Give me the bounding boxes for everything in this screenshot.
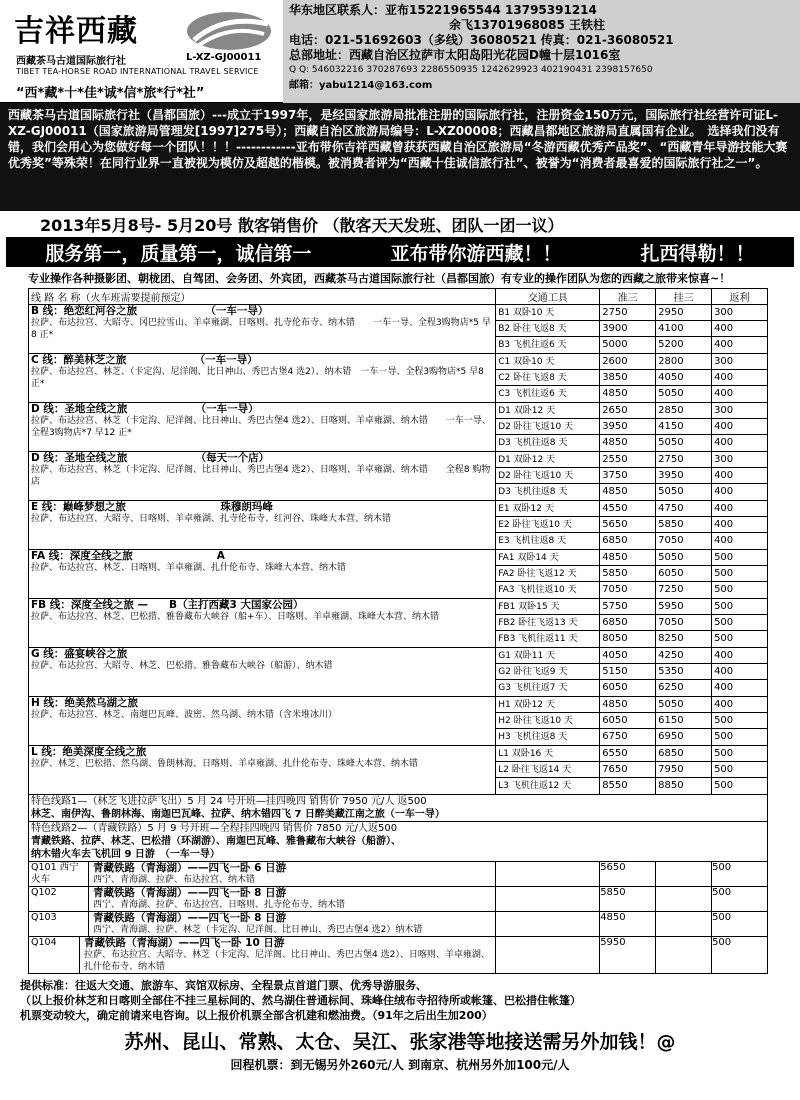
q-route-transport bbox=[496, 862, 600, 887]
route-price-rated: 6850 bbox=[656, 746, 711, 762]
brand-title: 吉祥西藏 bbox=[14, 14, 138, 49]
route-transport: FA3 飞机往返10 天 bbox=[498, 585, 577, 595]
q-route-empty bbox=[656, 937, 712, 974]
route-price-rated: 4750 bbox=[656, 501, 711, 517]
route-price-rated: 8250 bbox=[658, 633, 684, 644]
route-price-rated: 4100 bbox=[656, 321, 711, 337]
route-rebate: 400 bbox=[712, 419, 767, 435]
slogan-3: 扎西得勒！！ bbox=[640, 242, 755, 265]
q-route-rebate: 500 bbox=[712, 912, 768, 937]
q-route-empty bbox=[656, 912, 712, 937]
col-standard3: 准三 bbox=[600, 289, 656, 305]
route-transport: E1 双卧12 天 bbox=[496, 501, 599, 517]
route-price-std: 6850 bbox=[602, 535, 628, 546]
price-table bbox=[28, 288, 768, 974]
route-price-std: 5750 bbox=[600, 599, 655, 615]
route-detail: 拉萨、布达拉宫、林芝、（卡定沟、尼洋阁、比日神山、秀巴古堡4 选2）、纳木错 一车一导、全程3购物店*5 早8 正* bbox=[31, 367, 484, 389]
return-ticket-note: 回程机票：到无锡另外260元/人 到南京、杭州另外加100元/人 bbox=[230, 1058, 570, 1072]
route-price-rated: 7050 bbox=[656, 615, 711, 631]
route-price-std: 4850 bbox=[602, 486, 628, 497]
route-price-rated: 6950 bbox=[658, 731, 684, 742]
route-rebate: 500 bbox=[712, 762, 767, 778]
route-price-rated: 7250 bbox=[658, 584, 684, 595]
route-rebate: 400 bbox=[712, 321, 767, 337]
table-row bbox=[29, 937, 768, 974]
table-row bbox=[29, 599, 768, 648]
logo-area bbox=[0, 0, 283, 103]
route-price-std: 4850 bbox=[600, 550, 655, 566]
route-rebate: 500 bbox=[712, 550, 767, 566]
special-2-detail: 青藏铁路、拉萨、林芝、巴松措（环湖游）、南迦巴瓦峰、雅鲁藏布大峡谷（船游）、 bbox=[31, 836, 401, 847]
header bbox=[0, 0, 800, 103]
special-route-2 bbox=[29, 822, 768, 862]
route-transport: C2 卧往飞返8 天 bbox=[496, 370, 599, 386]
special-route-1 bbox=[29, 795, 768, 822]
table-row bbox=[29, 697, 768, 746]
special-1-title: 特色线路1—（林芝飞进拉萨飞出）5 月 24 号开班—挂四晚四 销售价 7950 元/人 返500 bbox=[31, 796, 427, 807]
route-price-rated: 2800 bbox=[656, 354, 711, 370]
contact-panel bbox=[283, 0, 800, 103]
route-name: FB 线：深度全线之旅 — B（主打西藏3 大国家公园） bbox=[31, 599, 304, 611]
route-transport: C3 飞机往返6 天 bbox=[498, 389, 567, 399]
q-route-price: 5650 bbox=[600, 862, 656, 887]
route-name: C 线：醉美林芝之旅 （一车一导） bbox=[31, 354, 258, 366]
route-rebate: 500 bbox=[714, 731, 734, 742]
table-row bbox=[29, 452, 768, 501]
operations-note: 专业操作各种摄影团、朝栊团、自驾团、会务团、外宾团，西藏茶马古道国际旅行社（昌都国旅）有专业的操作团队为您的西藏之旅带来惊喜~！ bbox=[28, 272, 731, 285]
q-route-empty bbox=[656, 862, 712, 887]
q-route-name: 青藏铁路（青海湖）——四飞一卧 10 日游 bbox=[84, 937, 285, 949]
route-price-std: 5650 bbox=[600, 517, 655, 533]
route-price-rated: 6050 bbox=[656, 566, 711, 582]
q-route-code: Q104 bbox=[29, 937, 80, 973]
q-route-transport bbox=[496, 887, 600, 912]
route-price-rated: 5200 bbox=[658, 339, 684, 350]
route-price-std: 6850 bbox=[600, 615, 655, 631]
route-transport: B1 双卧10 天 bbox=[496, 305, 599, 321]
route-rebate: 400 bbox=[714, 388, 734, 399]
footer-notes bbox=[0, 974, 800, 1023]
route-transport: FB1 双卧15 天 bbox=[496, 599, 599, 615]
logo-swoosh-icon bbox=[184, 10, 274, 52]
route-name: D 线：圣地全线之旅 （每天一个店） bbox=[31, 452, 270, 464]
route-price-std: 2750 bbox=[600, 305, 655, 321]
route-price-std: 2650 bbox=[600, 403, 655, 419]
qq-numbers: Q Q: 546032216 370287693 2286550935 1242629923 402190431 2398157650 bbox=[289, 65, 653, 75]
q-route-code: Q103 bbox=[29, 912, 89, 936]
route-rebate: 500 bbox=[714, 633, 734, 644]
route-transport: L3 飞机往返12 天 bbox=[498, 781, 572, 791]
license-number: L-XZ-GJ00011 bbox=[186, 52, 262, 63]
route-price-std: 8550 bbox=[602, 780, 628, 791]
q-route-rebate: 500 bbox=[712, 862, 768, 887]
route-transport: L2 卧往飞返14 天 bbox=[496, 762, 599, 778]
route-price-std: 5000 bbox=[602, 339, 628, 350]
route-price-rated: 5050 bbox=[656, 550, 711, 566]
route-price-rated: 7050 bbox=[658, 535, 684, 546]
route-name: FA 线：深度全线之旅 A bbox=[31, 550, 225, 562]
route-transport: D3 飞机往返8 天 bbox=[498, 487, 568, 497]
q-route-code: Q101 西宁火车 bbox=[29, 862, 89, 886]
route-transport: D1 双卧12 天 bbox=[496, 452, 599, 468]
route-transport: G3 飞机往返7 天 bbox=[498, 683, 568, 693]
route-price-std: 3850 bbox=[600, 370, 655, 386]
contact-line-1: 华东地区联系人：亚布15221965544 13795391214 bbox=[289, 3, 597, 17]
route-detail: 拉萨、布达拉宫、大昭寺、日喀则、羊卓雍湖、扎寺伦布寺、红河谷、珠峰大本营、纳木错 bbox=[31, 514, 392, 524]
route-price-std: 8050 bbox=[602, 633, 628, 644]
route-rebate: 500 bbox=[712, 615, 767, 631]
route-transport: FA2 卧往飞返12 天 bbox=[496, 566, 599, 582]
route-rebate: 300 bbox=[712, 452, 767, 468]
route-price-rated: 8850 bbox=[658, 780, 684, 791]
route-price-std: 5850 bbox=[600, 566, 655, 582]
q-route-rebate: 500 bbox=[712, 937, 768, 974]
route-rebate: 400 bbox=[712, 370, 767, 386]
route-detail: 拉萨、布达拉宫、大昭寺、冈巴拉雪山、羊卓雍湖、日喀则、扎寺伦布寺、纳木错 一车一导、全程3购物店*5 早8 正* bbox=[31, 318, 491, 340]
route-price-std: 3750 bbox=[600, 468, 655, 484]
table-row bbox=[29, 305, 768, 354]
route-rebate: 400 bbox=[712, 501, 767, 517]
address: 总部地址：西藏自治区拉萨市太阳岛阳光花园D幢十层1016室 bbox=[289, 48, 621, 62]
contact-line-2: 余飞13701968085 王铁柱 bbox=[449, 18, 606, 32]
route-price-std: 4050 bbox=[600, 648, 655, 664]
route-price-rated: 4050 bbox=[656, 370, 711, 386]
route-price-rated: 5950 bbox=[656, 599, 711, 615]
route-transport: D2 卧往飞返10 天 bbox=[496, 419, 599, 435]
route-price-rated: 6150 bbox=[656, 713, 711, 729]
route-price-std: 4550 bbox=[600, 501, 655, 517]
route-price-std: 2600 bbox=[600, 354, 655, 370]
route-price-rated: 5050 bbox=[658, 486, 684, 497]
route-price-rated: 4150 bbox=[656, 419, 711, 435]
email[interactable]: 邮箱：yabu1214@163.com bbox=[289, 80, 433, 91]
route-transport: FA1 双卧14 天 bbox=[496, 550, 599, 566]
route-rebate: 400 bbox=[714, 437, 734, 448]
q-route-detail: 西宁、青海湖、拉萨、布达拉宫、日喀则、扎寺伦布寺、纳木错 bbox=[93, 900, 346, 910]
q-route-detail: 拉萨、布达拉宫、大昭寺、林芝（卡定沟、尼洋阁、比日神山、秀巴古堡4 选2）、日喀则、羊卓雍湖、扎什伦布寺、纳木错 bbox=[84, 950, 490, 972]
route-name: L 线：绝美深度全线之旅 bbox=[31, 746, 147, 758]
route-transport: G1 双卧11 天 bbox=[496, 648, 599, 664]
special-1-detail: 林芝、南伊沟、鲁朗林海、南迦巴瓦峰、拉萨、纳木错四飞 7 日醉美藏江南之旅（一车一导） bbox=[31, 809, 445, 820]
route-rebate: 300 bbox=[712, 354, 767, 370]
route-rebate: 400 bbox=[714, 339, 734, 350]
q-route-rebate: 500 bbox=[712, 887, 768, 912]
table-row bbox=[29, 403, 768, 452]
col-route: 线 路 名 称（火车班需要提前预定） bbox=[29, 289, 496, 305]
route-detail: 拉萨、布达拉宫、林芝、日喀则、羊卓雍湖、扎什伦布寺、珠峰大本营、纳木错 bbox=[31, 563, 347, 573]
route-price-std: 4850 bbox=[602, 437, 628, 448]
route-price-rated: 5050 bbox=[658, 388, 684, 399]
route-detail: 拉萨、布达拉宫、大昭寺、林芝、巴松措、雅鲁藏布大峡谷（船游）、纳木错 bbox=[31, 661, 333, 671]
route-rebate: 400 bbox=[712, 648, 767, 664]
col-rebate: 返利 bbox=[712, 289, 768, 305]
route-price-rated: 6250 bbox=[658, 682, 684, 693]
route-rebate: 300 bbox=[712, 403, 767, 419]
q-route-detail: 西宁、青海湖、拉萨、林芝（卡定沟、尼洋阁、比日神山、秀巴古堡4 选2）纳木错 bbox=[93, 925, 423, 935]
table-row bbox=[29, 862, 768, 887]
route-detail: 拉萨、布达拉宫、林芝、南迦巴瓦峰、波密、然乌湖、纳木错（含米堆冰川） bbox=[31, 710, 338, 720]
table-row bbox=[29, 912, 768, 937]
q-route-detail: 西宁、青海湖、拉萨、布达拉宫、纳木错 bbox=[93, 875, 256, 885]
footer-hotel: （以上报价林芝和日喀则全部住不挂三星标间的、然乌湖住普通标间、珠峰住绒布寺招待所或帐篷、巴松措住帐篷） bbox=[20, 994, 581, 1007]
route-rebate: 400 bbox=[712, 664, 767, 680]
route-name: G 线：盛宴峡谷之旅 bbox=[31, 648, 128, 660]
route-price-rated: 5350 bbox=[656, 664, 711, 680]
route-transport: E3 飞机往返8 天 bbox=[498, 536, 567, 546]
route-price-std: 6750 bbox=[602, 731, 628, 742]
route-transport: FB3 飞机往返11 天 bbox=[498, 634, 578, 644]
promo-title: 2013年5月8号- 5月20号 散客销售价 （散客天天发班、团队一团一议） bbox=[40, 215, 564, 235]
route-rebate: 400 bbox=[714, 535, 734, 546]
route-price-std: 4850 bbox=[602, 388, 628, 399]
route-detail: 拉萨、布达拉宫、林芝、巴松措、雅鲁藏布大峡谷（船+车）、日喀则、羊卓雍湖、珠峰大本营、纳木错 bbox=[31, 612, 440, 622]
footer-standard: 提供标准：往返大交通、旅游车、宾馆双标房、全程景点首道门票、优秀导游服务、 bbox=[20, 979, 427, 992]
route-rebate: 500 bbox=[712, 566, 767, 582]
q-route-name: 青藏铁路（青海湖）——四飞一卧 6 日游 bbox=[93, 862, 287, 874]
route-price-std: 3950 bbox=[600, 419, 655, 435]
route-transport: G2 卧往飞返9 天 bbox=[496, 664, 599, 680]
company-name-en: TIBET TEA-HORSE ROAD INTERNATIONAL TRAVEL SERVICE bbox=[16, 67, 259, 76]
slogan-2: 亚布带你游西藏！！ bbox=[390, 242, 562, 265]
q-route-transport bbox=[496, 937, 600, 974]
route-transport: D2 卧往飞返10 天 bbox=[496, 468, 599, 484]
route-price-rated: 5850 bbox=[656, 517, 711, 533]
route-price-std: 6550 bbox=[600, 746, 655, 762]
company-intro: 西藏茶马古道国际旅行社（昌都国旅）---成立于1997年，是经国家旅游局批准注册的国际旅行社，注册资金150万元，国际旅行社经营许可证L-XZ-GJ00011（国家旅游局管理发[1997]275号）；西藏自治区旅游局编号：L-XZ00008；西藏昌都地区旅游局直属国有企业。 选择我们没有错，我们会用心为您做好每一个团队！！！------------亚布带你吉祥西藏曾获获西藏自治区旅游局“冬游西藏优秀产品奖”、“西藏青年导游技能大赛优秀奖”等殊荣！在同行业界一直被视为模仿及超越的楷模。被消费者评为“西藏十佳诚信旅行社”、被誉为“消费者最喜爱的国际旅行社之一”。 bbox=[0, 103, 800, 211]
route-rebate: 400 bbox=[714, 682, 734, 693]
route-rebate: 300 bbox=[712, 305, 767, 321]
footer-ticket: 机票变动较大，确定前请来电咨询。以上报价机票全部含机建和燃油费。（91年之后出生加200） bbox=[20, 1009, 493, 1022]
route-name: H 线：绝美然乌湖之旅 bbox=[31, 697, 138, 709]
slogan-1: 服务第一，质量第一，诚信第一 bbox=[45, 242, 312, 265]
route-rebate: 400 bbox=[712, 468, 767, 484]
route-name: E 线：巅峰梦想之旅 珠穆朗玛峰 bbox=[31, 501, 273, 513]
special-2-detail-2: 纳木错火车去飞机回 9 日游 （一车一导） bbox=[31, 849, 220, 860]
route-price-std: 6050 bbox=[600, 713, 655, 729]
table-row bbox=[29, 887, 768, 912]
route-detail: 拉萨、布达拉宫、林芝（卡定沟、尼洋阁、比日神山、秀巴古堡4 选2）、日喀则、羊卓雍湖、纳木错 全程8 购物店 bbox=[31, 465, 491, 487]
route-rebate: 400 bbox=[712, 517, 767, 533]
route-rebate: 500 bbox=[714, 584, 734, 595]
special-2-title: 特色线路2—（青藏铁路）5 月 9 号开班—全程挂四晚四 销售价 7850 元/人返500 bbox=[31, 823, 398, 834]
route-price-rated: 5050 bbox=[658, 437, 684, 448]
route-transport: H1 双卧12 天 bbox=[496, 697, 599, 713]
q-route-price: 5850 bbox=[600, 887, 656, 912]
route-price-std: 3900 bbox=[600, 321, 655, 337]
route-price-rated: 3950 bbox=[656, 468, 711, 484]
q-route-empty bbox=[656, 887, 712, 912]
route-detail: 拉萨、布达拉宫、林芝（卡定沟、尼洋阁、比日神山、秀巴古堡4 选2）、日喀则、羊卓雍湖、纳木错 一车一导、全程3购物店*7 早12 正* bbox=[31, 416, 491, 438]
route-rebate: 500 bbox=[714, 780, 734, 791]
route-rebate: 400 bbox=[712, 697, 767, 713]
route-transport: E2 卧往飞返10 天 bbox=[496, 517, 599, 533]
route-transport: B2 卧往飞返8 天 bbox=[496, 321, 599, 337]
route-price-rated: 2750 bbox=[656, 452, 711, 468]
route-price-std: 6050 bbox=[602, 682, 628, 693]
route-price-std: 5150 bbox=[600, 664, 655, 680]
q-route-price: 5950 bbox=[600, 937, 656, 974]
table-row bbox=[29, 354, 768, 403]
table-row bbox=[29, 648, 768, 697]
q-route-transport bbox=[496, 912, 600, 937]
route-transport: H3 飞机往返8 天 bbox=[498, 732, 568, 742]
route-price-rated: 4250 bbox=[656, 648, 711, 664]
slogan-bar bbox=[6, 237, 794, 267]
phone-fax: 电话：021-51692603（多线）36080521 传真：021-36080521 bbox=[289, 33, 674, 47]
route-name: B 线：绝恋红河谷之旅 （一车一导） bbox=[31, 305, 269, 317]
route-price-std: 2550 bbox=[600, 452, 655, 468]
route-transport: FB2 卧往飞返13 天 bbox=[496, 615, 599, 631]
table-row bbox=[29, 501, 768, 550]
route-rebate: 400 bbox=[714, 486, 734, 497]
q-route-code: Q102 bbox=[29, 887, 89, 911]
table-row bbox=[29, 550, 768, 599]
route-rebate: 500 bbox=[712, 746, 767, 762]
q-route-name: 青藏铁路（青海湖）——四飞一卧 8 日游 bbox=[93, 912, 287, 924]
table-header-row bbox=[29, 289, 768, 305]
route-transport: D3 飞机往返8 天 bbox=[498, 438, 568, 448]
route-price-std: 7650 bbox=[600, 762, 655, 778]
company-name: 西藏茶马古道国际旅行社 bbox=[16, 56, 126, 67]
q-route-price: 4850 bbox=[600, 912, 656, 937]
route-price-rated: 2850 bbox=[656, 403, 711, 419]
q-route-name: 青藏铁路（青海湖）——四飞一卧 8 日游 bbox=[93, 887, 287, 899]
route-price-rated: 5050 bbox=[656, 697, 711, 713]
route-transport: C1 双卧10 天 bbox=[496, 354, 599, 370]
route-price-std: 7050 bbox=[602, 584, 628, 595]
route-price-rated: 2950 bbox=[656, 305, 711, 321]
route-rebate: 500 bbox=[712, 713, 767, 729]
col-transport: 交通工具 bbox=[496, 289, 600, 305]
route-price-rated: 7950 bbox=[656, 762, 711, 778]
table-row bbox=[29, 746, 768, 795]
header-slogan: “西*藏*十*佳*诚*信*旅*行*社” bbox=[16, 86, 205, 101]
route-rebate: 500 bbox=[712, 599, 767, 615]
col-rated3: 挂三 bbox=[656, 289, 712, 305]
route-transport: B3 飞机往返6 天 bbox=[498, 340, 567, 350]
route-price-std: 4850 bbox=[600, 697, 655, 713]
route-transport: D1 双卧12 天 bbox=[496, 403, 599, 419]
route-transport: L1 双卧16 天 bbox=[496, 746, 599, 762]
route-detail: 拉萨、林芝、巴松措、然乌湖、鲁朗林海、日喀则、羊卓雍湖、扎什伦布寺、珠峰大本营、纳木错 bbox=[31, 759, 419, 769]
route-transport: H2 卧往飞返10 天 bbox=[496, 713, 599, 729]
pickup-note: 苏州、昆山、常熟、太仓、吴江、张家港等地接送需另外加钱！@ bbox=[124, 1031, 676, 1053]
route-name: D 线：圣地全线之旅 （一车一导） bbox=[31, 403, 259, 415]
